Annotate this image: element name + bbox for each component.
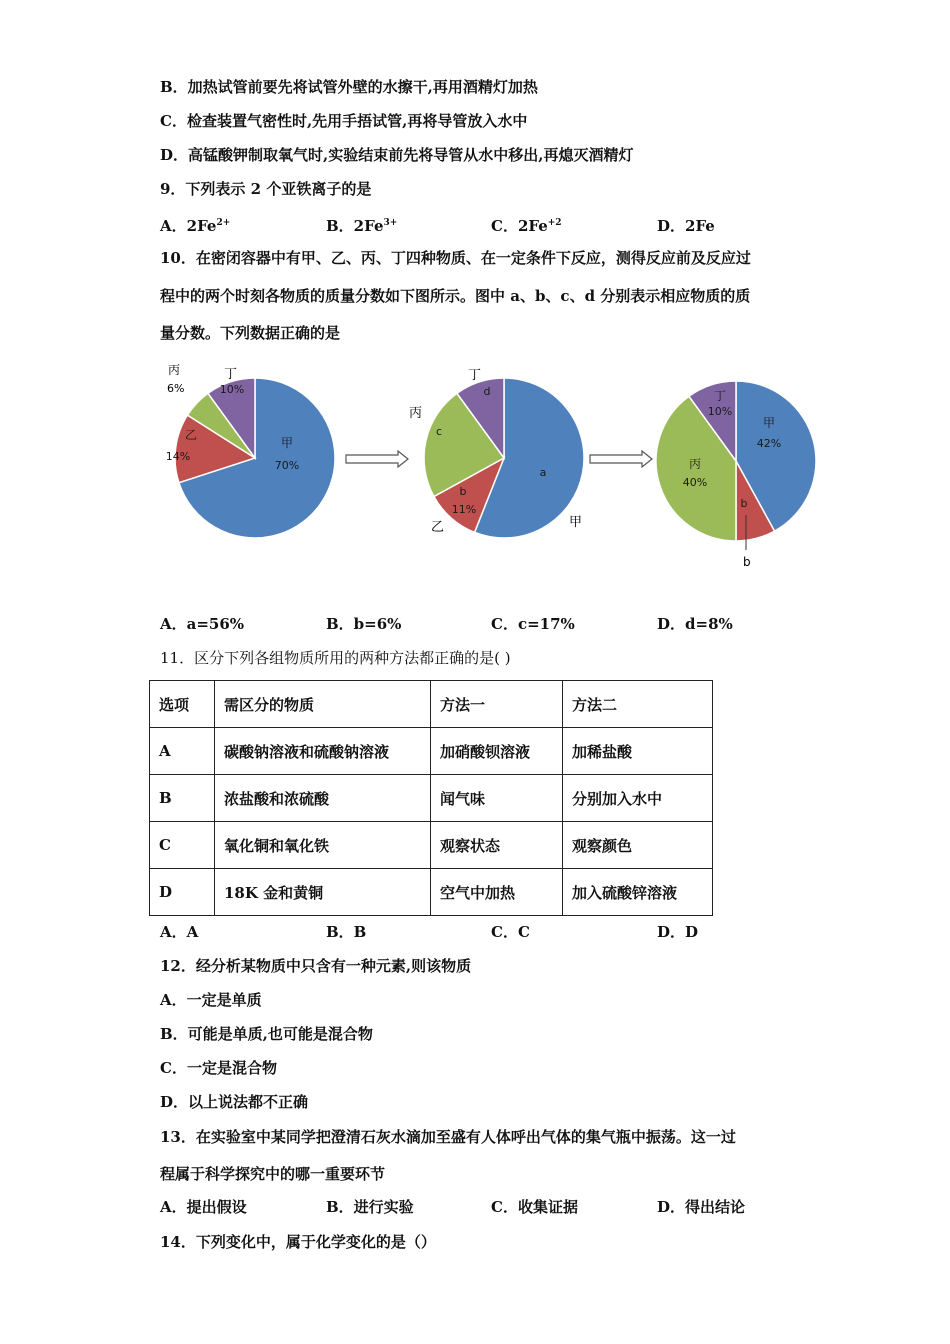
header-cell: 方法一 — [431, 681, 563, 728]
q11-table — [149, 680, 713, 916]
q10-option-a: A．a=56% — [160, 615, 245, 633]
q11-stem: 11．区分下列各组物质所用的两种方法都正确的是( ) — [160, 649, 511, 667]
q9-option-b: B．$2Fe^{3+}$ — [326, 217, 398, 235]
pie-chart-final — [656, 381, 816, 569]
q10-option-b: B．b=6% — [326, 615, 402, 633]
table-cell: 浓盐酸和浓硫酸 — [215, 775, 431, 822]
header-cell: 需区分的物质 — [215, 681, 431, 728]
pie0-slice-0-name: 甲 — [280, 436, 294, 450]
pie1-slice-3-label: d — [483, 385, 491, 398]
table-cell: B — [150, 775, 215, 822]
q8-option-c: C．检查装置气密性时,先用手捂试管,再将导管放入水中 — [160, 112, 528, 130]
q13-option-d: D．得出结论 — [657, 1198, 746, 1216]
q13-stem-line1: 13．在实验室中某同学把澄清石灰水滴加至盛有人体呼出气体的集气瓶中振荡。这一过 — [160, 1128, 736, 1146]
table-cell: C — [150, 822, 215, 869]
q13-option-c: C．收集证据 — [491, 1198, 578, 1216]
table-cell: 加硝酸钡溶液 — [431, 728, 563, 775]
pie0-label-ding: 丁 — [224, 367, 238, 382]
table-row — [150, 869, 713, 916]
q12-option-b: B．可能是单质,也可能是混合物 — [160, 1025, 373, 1043]
pie1-slice-1-sublabel: 11% — [451, 503, 477, 516]
q10-stem-line2: 程中的两个时刻各物质的质量分数如下图所示。图中 a、b、c、d 分别表示相应物质的质 — [160, 287, 751, 305]
pie1-slice-0-label: a — [539, 466, 547, 479]
q12-option-a: A．一定是单质 — [160, 991, 262, 1009]
pie2-slice-3-name: 丁 — [713, 389, 727, 403]
table-cell: 碳酸钠溶液和硫酸钠溶液 — [215, 728, 431, 775]
table-cell: 闻气味 — [431, 775, 563, 822]
q11-option-b: B．B — [326, 923, 367, 941]
pie1-label-bing: 丙 — [409, 406, 423, 421]
q11-option-a: A．A — [160, 923, 199, 941]
pie0-slices — [175, 378, 335, 538]
pie0-slice-3-label: 10% — [219, 383, 245, 396]
table-row — [150, 822, 713, 869]
pie0-slice-1-label: 14% — [165, 450, 191, 463]
pie2-slice-1-label: b — [740, 497, 748, 510]
pie0-label-bing: 丙 — [168, 363, 181, 377]
table-cell: D — [150, 869, 215, 916]
arrow-2 — [590, 451, 652, 467]
q8-option-d: D．高锰酸钾制取氧气时,实验结束前先将导管从水中移出,再熄灭酒精灯 — [160, 146, 634, 164]
pie0-slice-1-name: 乙 — [184, 428, 198, 442]
header-cell: 选项 — [150, 681, 215, 728]
q12-option-c: C．一定是混合物 — [160, 1059, 277, 1077]
table-row — [150, 775, 713, 822]
pie2-slice-2-label: 40% — [682, 476, 708, 489]
q11-option-c: C．C — [491, 923, 530, 941]
q9-option-d: D．2Fe — [657, 217, 715, 235]
q9-stem: 9．下列表示 2 个亚铁离子的是 — [160, 180, 372, 198]
q13-option-a: A．提出假设 — [160, 1198, 247, 1216]
q12-stem: 12．经分析某物质中只含有一种元素,则该物质 — [160, 957, 472, 975]
table-cell: 观察颜色 — [563, 822, 713, 869]
table-cell: 分别加入水中 — [563, 775, 713, 822]
table-cell: 加入硫酸锌溶液 — [563, 869, 713, 916]
table-cell: 空气中加热 — [431, 869, 563, 916]
pie1-slice-2-label: c — [435, 425, 443, 438]
q13-option-b: B．进行实验 — [326, 1198, 414, 1216]
pie-charts-figure — [160, 355, 840, 585]
q9-option-c: C．$2Fe^{+2}$ — [491, 217, 562, 235]
pie2-slice-0-name: 甲 — [762, 416, 776, 430]
table-cell: A — [150, 728, 215, 775]
pie0-slice-0-label: 70% — [274, 459, 300, 472]
q10-option-d: D．d=8% — [657, 615, 733, 633]
table-cell: 氧化铜和氧化铁 — [215, 822, 431, 869]
q8-option-b: B．加热试管前要先将试管外壁的水擦干,再用酒精灯加热 — [160, 78, 538, 96]
pie1-label-jia: 甲 — [569, 515, 583, 530]
q9-option-a: A．$2Fe^{2+}$ — [160, 217, 231, 235]
pie2-slices — [656, 381, 816, 541]
pie1-slices — [424, 378, 584, 538]
q14-stem: 14．下列变化中，属于化学变化的是（） — [160, 1233, 436, 1251]
pie2-slice-0-label: 42% — [756, 437, 782, 450]
q10-stem-line3: 量分数。下列数据正确的是 — [160, 324, 341, 342]
pie1-slice-1-label: b — [459, 485, 467, 498]
table-header-row — [150, 681, 713, 728]
table-cell: 加稀盐酸 — [563, 728, 713, 775]
q10-option-c: C．c=17% — [491, 615, 575, 633]
pie1-label-yi: 乙 — [431, 520, 445, 535]
pie2-slice-3-label: 10% — [707, 405, 733, 418]
pie2-slice-2-name: 丙 — [688, 457, 702, 471]
arrow-1 — [346, 451, 408, 467]
q13-stem-line2: 程属于科学探究中的哪一重要环节 — [160, 1165, 386, 1183]
q10-stem-line1: 10．在密闭容器中有甲、乙、丙、丁四种物质、在一定条件下反应，测得反应前及反应过 — [160, 249, 751, 267]
header-cell: 方法二 — [563, 681, 713, 728]
pie1-label-ding: 丁 — [468, 368, 482, 383]
table-cell: 18K 金和黄铜 — [215, 869, 431, 916]
pie0-label-bing-pct: 6% — [167, 382, 185, 395]
pie-chart-middle — [409, 368, 584, 538]
table-cell: 观察状态 — [431, 822, 563, 869]
pie2-label-b-outside: b — [743, 555, 751, 569]
table-row — [150, 728, 713, 775]
q12-option-d: D．以上说法都不正确 — [160, 1093, 309, 1111]
pie-chart-initial — [166, 363, 335, 538]
q11-option-d: D．D — [657, 923, 699, 941]
